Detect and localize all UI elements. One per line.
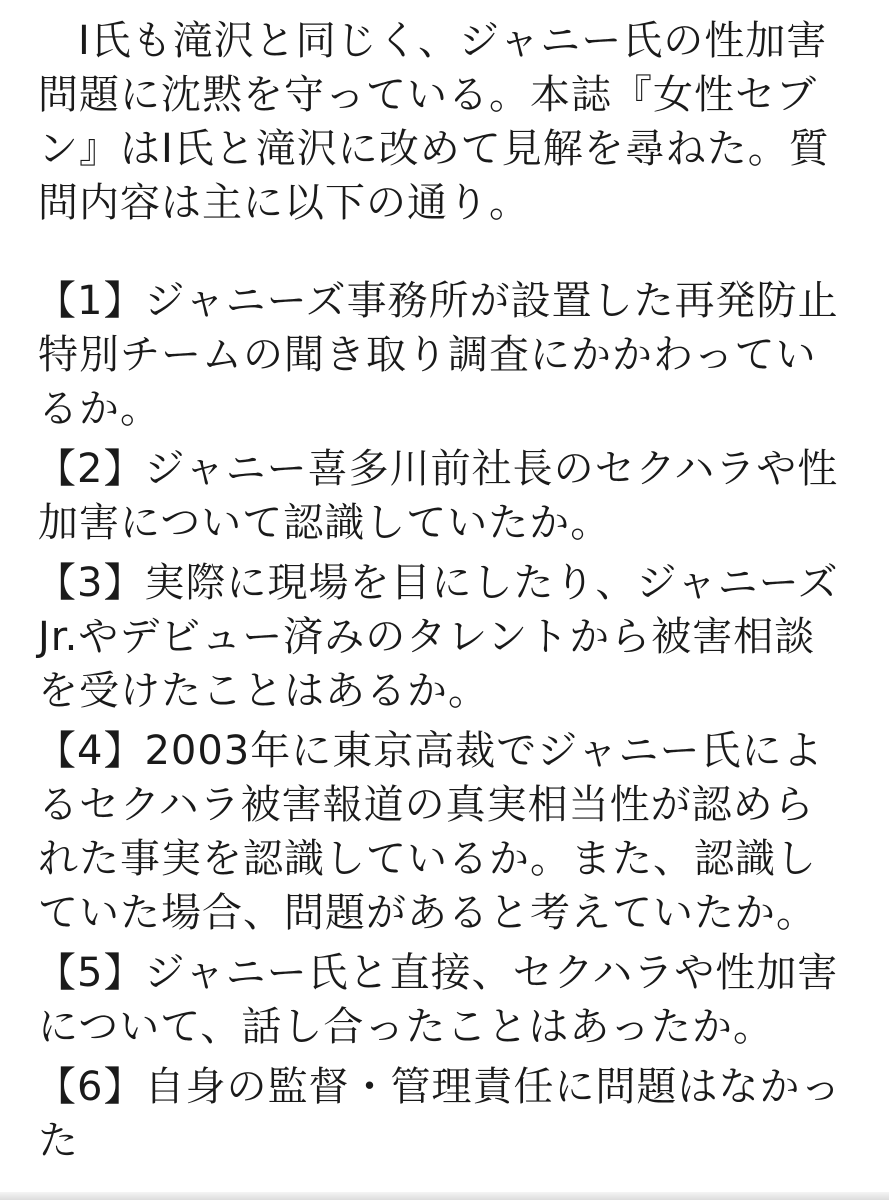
question-item-3	[38, 556, 843, 718]
question-number: 【6】	[36, 1064, 145, 1110]
intro-paragraph	[38, 14, 843, 230]
question-number: 【2】	[36, 446, 145, 492]
page-bottom-edge	[0, 1192, 889, 1200]
question-text: 自身の監督・管理責任に問題はなかった	[38, 1064, 842, 1164]
question-list	[38, 274, 843, 1168]
article-body	[38, 14, 843, 1174]
question-text: ジャニーズ事務所が設置した再発防止特別チームの聞き取り調査にかかわっているか。	[38, 278, 839, 432]
question-number: 【5】	[36, 950, 145, 996]
question-number: 【4】	[36, 728, 145, 774]
question-text: 2003年に東京高裁でジャニー氏によるセクハラ被害報道の真実相当性が認められた事実を認識しているか。また、認識していた場合、問題があると考えていたか。	[38, 728, 824, 936]
question-item-2	[38, 442, 843, 550]
question-number: 【3】	[36, 560, 145, 606]
question-text: 実際に現場を目にしたり、ジャニーズJr.やデビュー済みのタレントから被害相談を受けたことはあるか。	[38, 560, 839, 714]
question-item-5	[38, 946, 843, 1054]
intro-text: I氏も滝沢と同じく、ジャニー氏の性加害問題に沈黙を守っている。本誌『女性セブン』はI氏と滝沢に改めて見解を尋ねた。質問内容は主に以下の通り。	[38, 18, 830, 226]
question-item-1	[38, 274, 843, 436]
question-text: ジャニー氏と直接、セクハラや性加害について、話し合ったことはあったか。	[38, 950, 839, 1050]
question-number: 【1】	[36, 278, 145, 324]
question-text: ジャニー喜多川前社長のセクハラや性加害について認識していたか。	[38, 446, 839, 546]
question-item-4	[38, 724, 843, 940]
question-item-6	[38, 1060, 843, 1168]
